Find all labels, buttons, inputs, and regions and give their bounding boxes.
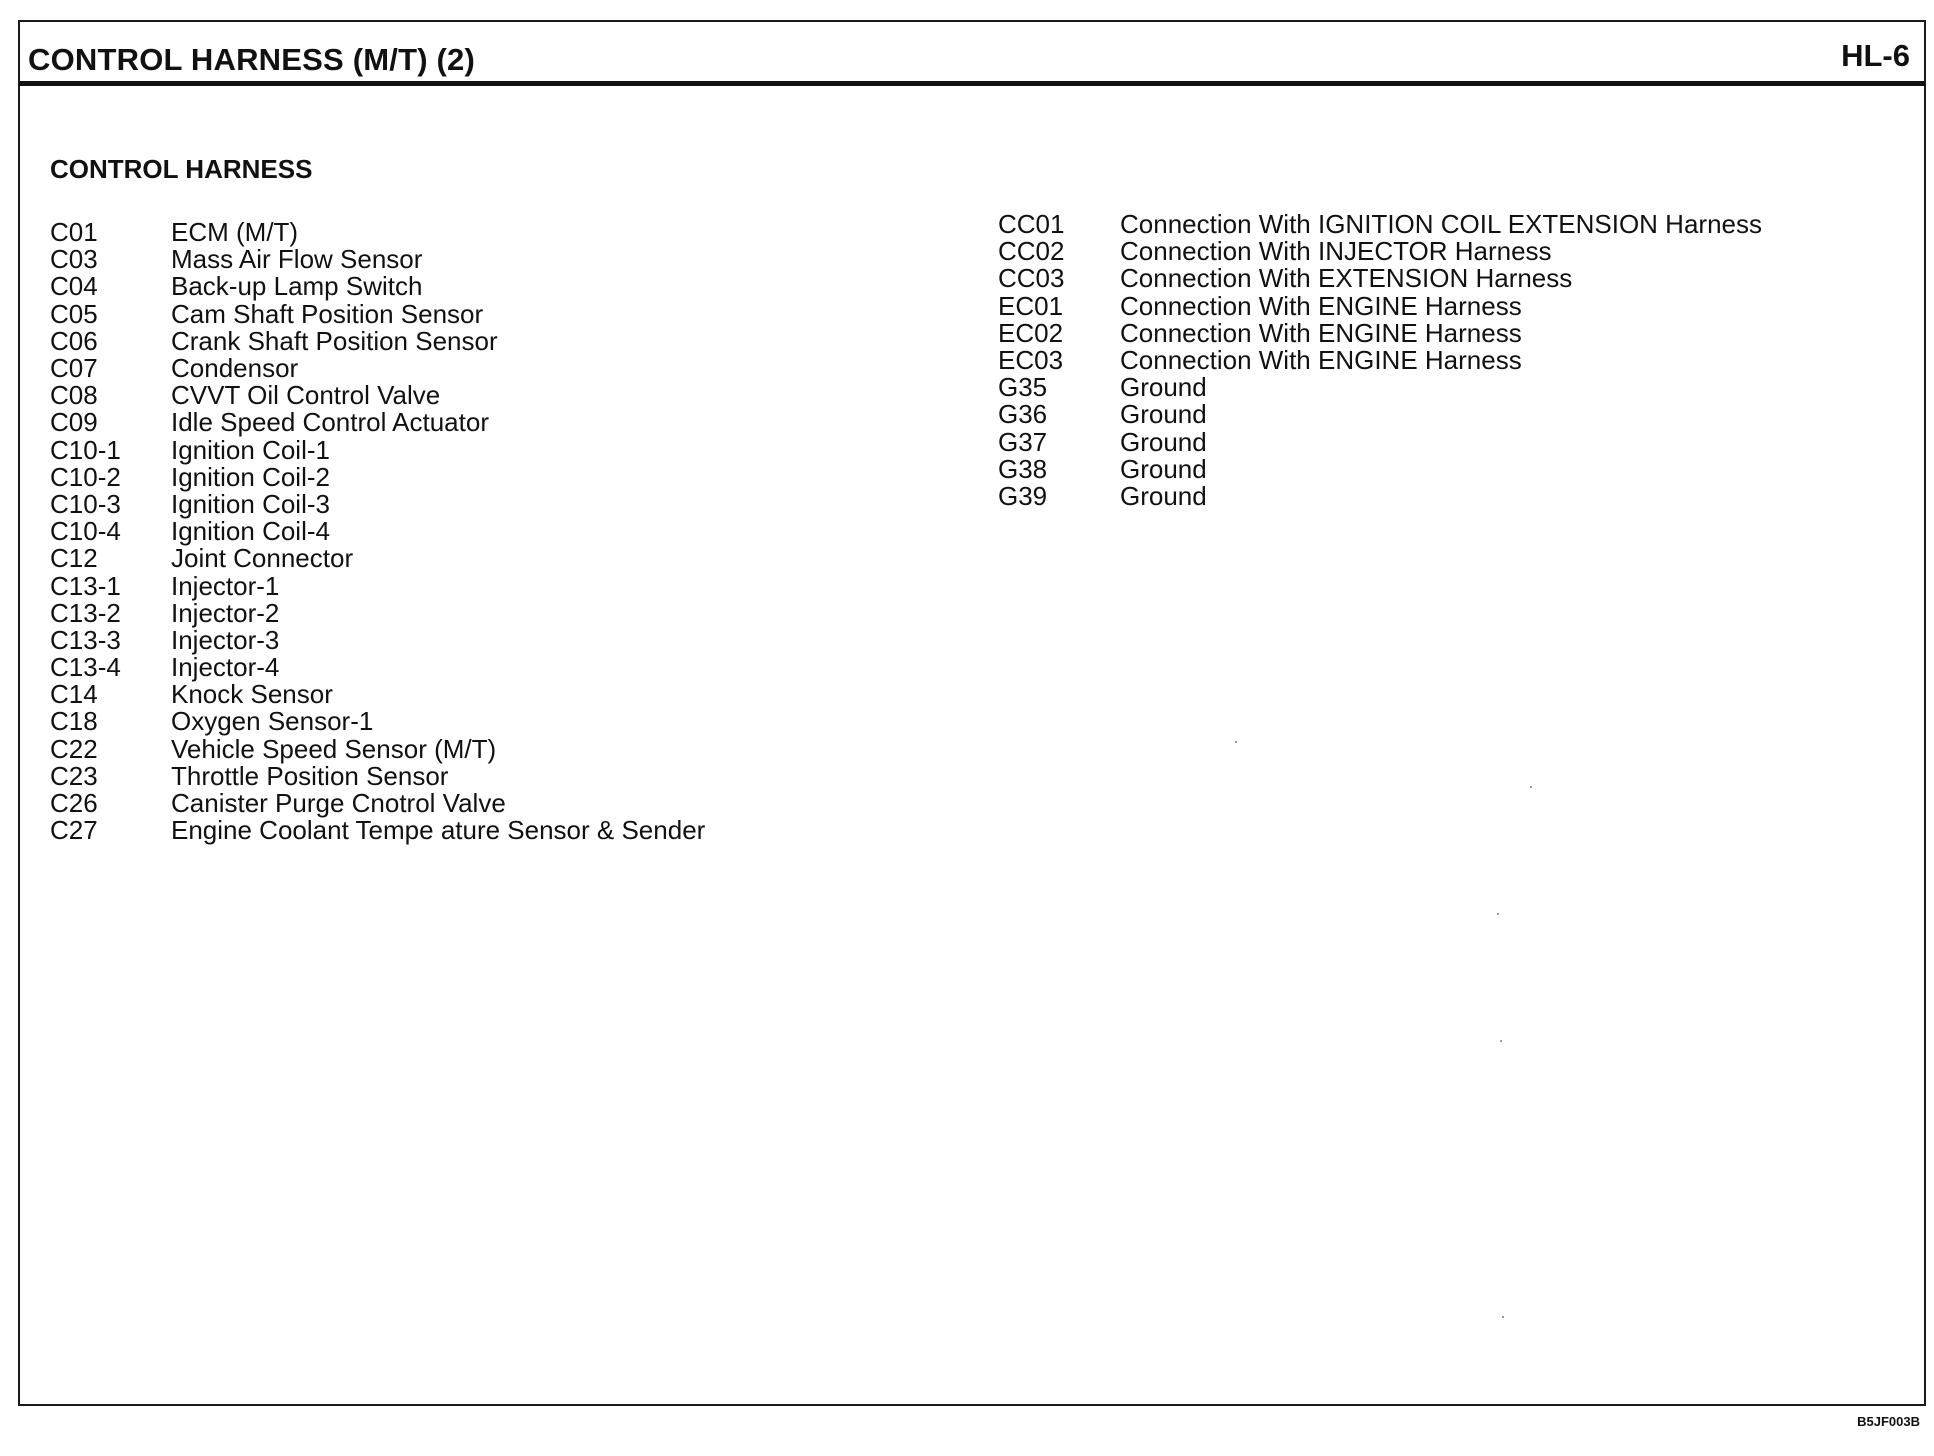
connector-description: Throttle Position Sensor	[171, 760, 449, 791]
connector-description: Connection With EXTENSION Harness	[1120, 263, 1573, 294]
connector-description: Ignition Coil-1	[171, 434, 330, 465]
connector-code: G36	[998, 399, 1048, 430]
connector-description: Ground	[1120, 426, 1207, 457]
connector-code: C10-3	[50, 488, 121, 519]
list-item	[50, 681, 705, 708]
connector-description: Connection With ENGINE Harness	[1120, 317, 1522, 348]
connector-description: Mass Air Flow Sensor	[171, 244, 423, 275]
connector-code: C18	[50, 706, 98, 737]
connector-code: C14	[50, 679, 98, 710]
connector-description: Cam Shaft Position Sensor	[171, 298, 484, 329]
connector-code: G39	[998, 480, 1048, 511]
connector-code: EC02	[998, 317, 1064, 348]
connector-list-right	[998, 211, 1762, 510]
scan-speck	[1500, 1040, 1502, 1042]
list-item	[50, 545, 705, 572]
connector-description: Ignition Coil-2	[171, 461, 330, 492]
connector-description: Condensor	[171, 353, 299, 384]
list-item	[998, 374, 1762, 401]
connector-description: Ground	[1120, 453, 1207, 484]
connector-code: C22	[50, 733, 98, 764]
connector-description: Back-up Lamp Switch	[171, 271, 423, 302]
section-heading: CONTROL HARNESS	[50, 154, 313, 184]
connector-code: CC03	[998, 263, 1065, 294]
list-item	[50, 325, 705, 356]
connector-code: G35	[998, 372, 1048, 403]
list-item	[50, 518, 705, 545]
list-item	[50, 572, 705, 599]
list-item	[998, 317, 1762, 348]
list-item	[50, 298, 705, 329]
list-item	[50, 708, 705, 735]
connector-code: C03	[50, 244, 98, 275]
connector-description: Idle Speed Control Actuator	[171, 407, 489, 438]
connector-code: C26	[50, 788, 98, 819]
list-item	[50, 219, 705, 246]
list-item	[998, 238, 1762, 265]
connector-description: Ground	[1120, 372, 1207, 403]
list-item	[998, 426, 1762, 457]
list-item	[998, 290, 1762, 321]
connector-code: C09	[50, 407, 98, 438]
connector-description: Injector-4	[171, 652, 280, 683]
connector-description: ECM (M/T)	[171, 217, 299, 248]
list-item	[50, 246, 705, 273]
list-item	[50, 817, 705, 844]
list-item	[50, 461, 705, 492]
connector-code: C13-4	[50, 652, 121, 683]
list-item	[50, 434, 705, 465]
connector-code: C04	[50, 271, 98, 302]
connector-description: Knock Sensor	[171, 679, 333, 710]
connector-description: Canister Purge Cnotrol Valve	[171, 788, 506, 819]
list-item	[50, 654, 705, 681]
page-header	[18, 20, 1926, 86]
connector-code: G37	[998, 426, 1048, 457]
connector-code: C27	[50, 815, 98, 846]
image-code: B5JF003B	[1857, 1414, 1920, 1429]
connector-code: CC01	[998, 209, 1065, 240]
connector-code: EC01	[998, 290, 1064, 321]
list-item	[50, 409, 705, 436]
connector-code: C01	[50, 217, 98, 248]
list-item	[50, 355, 705, 382]
list-item	[50, 624, 705, 655]
list-item	[998, 453, 1762, 484]
page-title: CONTROL HARNESS (M/T) (2)	[28, 42, 476, 77]
connector-code: C06	[50, 325, 98, 356]
list-item	[50, 382, 705, 409]
connector-code: C13-3	[50, 624, 121, 655]
connector-code: CC02	[998, 236, 1065, 267]
connector-description: Ignition Coil-4	[171, 516, 330, 547]
connector-description: Ignition Coil-3	[171, 488, 330, 519]
list-item	[998, 347, 1762, 374]
connector-code: C13-1	[50, 570, 121, 601]
connector-description: Ground	[1120, 399, 1207, 430]
connector-description: CVVT Oil Control Valve	[171, 380, 441, 411]
list-item	[50, 790, 705, 817]
connector-description: Oxygen Sensor-1	[171, 706, 374, 737]
connector-description: Crank Shaft Position Sensor	[171, 325, 498, 356]
scan-speck	[1502, 1316, 1504, 1318]
list-item	[998, 265, 1762, 292]
connector-code: C07	[50, 353, 98, 384]
list-item	[50, 488, 705, 519]
list-item	[998, 211, 1762, 238]
connector-description: Injector-1	[171, 570, 280, 601]
connector-code: C10-4	[50, 516, 121, 547]
connector-code: C23	[50, 760, 98, 791]
connector-description: Connection With ENGINE Harness	[1120, 345, 1522, 376]
connector-code: C13-2	[50, 597, 121, 628]
list-item	[998, 480, 1762, 511]
connector-description: Engine Coolant Tempe ature Sensor & Sender	[171, 815, 706, 846]
connector-list-left	[50, 219, 705, 844]
scan-speck	[1530, 786, 1532, 788]
connector-description: Connection With INJECTOR Harness	[1120, 236, 1552, 267]
connector-code: C05	[50, 298, 98, 329]
page-code: HL-6	[1841, 38, 1910, 73]
connector-description: Injector-3	[171, 624, 280, 655]
connector-description: Connection With IGNITION COIL EXTENSION Harness	[1120, 209, 1762, 240]
scan-speck	[1235, 741, 1237, 743]
connector-code: C10-1	[50, 434, 121, 465]
list-item	[50, 597, 705, 628]
connector-description: Vehicle Speed Sensor (M/T)	[171, 733, 497, 764]
list-item	[998, 401, 1762, 428]
connector-code: C10-2	[50, 461, 121, 492]
connector-code: C12	[50, 543, 98, 574]
list-item	[50, 760, 705, 791]
list-item	[50, 733, 705, 764]
connector-code: EC03	[998, 345, 1064, 376]
scan-speck	[1497, 913, 1499, 915]
connector-description: Ground	[1120, 480, 1207, 511]
connector-description: Connection With ENGINE Harness	[1120, 290, 1522, 321]
list-item	[50, 273, 705, 300]
connector-code: C08	[50, 380, 98, 411]
connector-description: Joint Connector	[171, 543, 354, 574]
connector-description: Injector-2	[171, 597, 280, 628]
connector-code: G38	[998, 453, 1048, 484]
